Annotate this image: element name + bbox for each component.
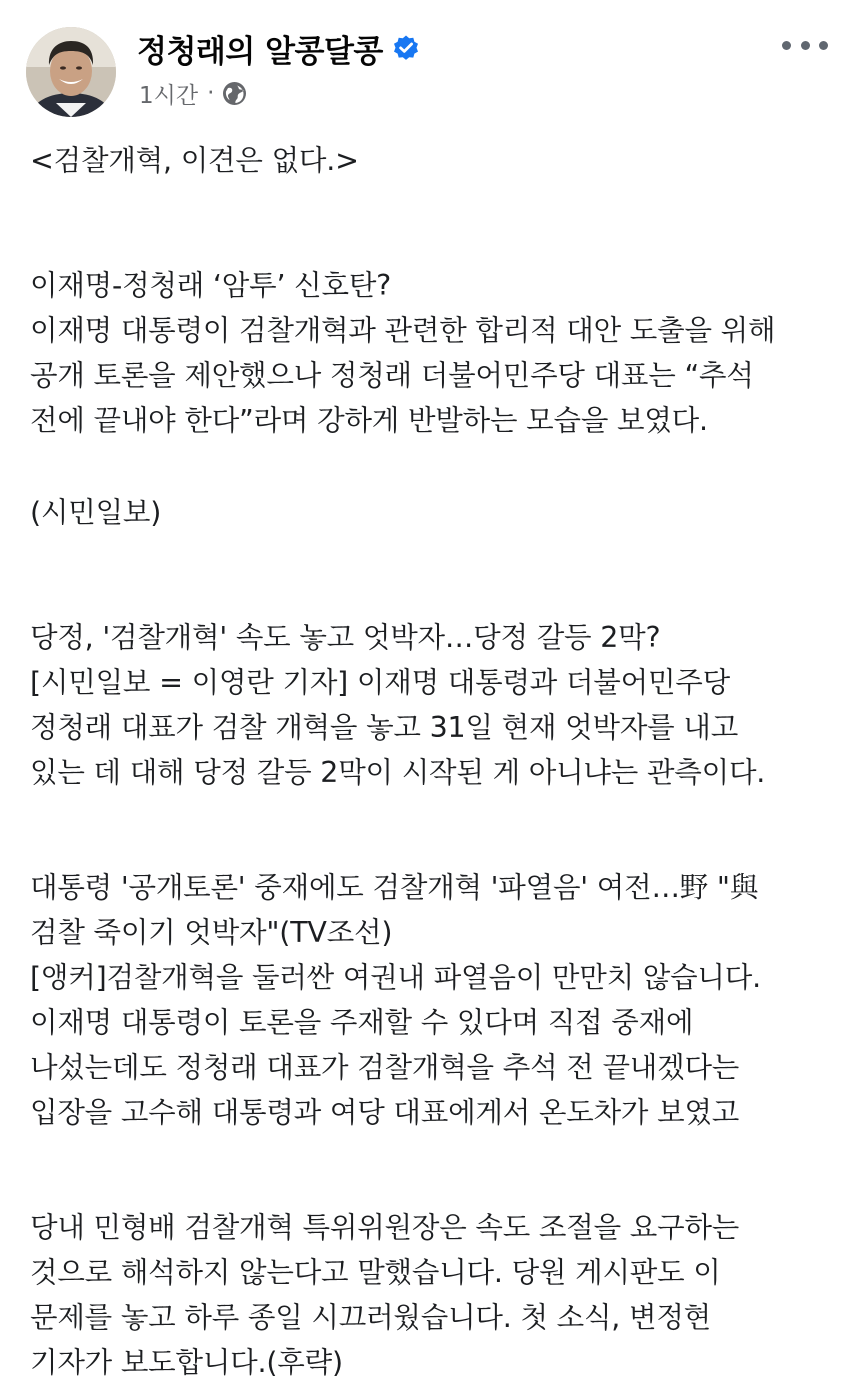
text-line: (시민일보) <box>30 496 162 529</box>
more-options-icon[interactable] <box>782 28 828 62</box>
post-meta <box>139 78 247 108</box>
post-header <box>0 0 850 128</box>
author-name[interactable]: 정청래의 알콩달콩 <box>137 33 383 70</box>
text-line: 대통령 '공개토론' 중재에도 검찰개혁 '파열음' 여전…野 "與 <box>30 871 759 904</box>
more-dot <box>782 41 791 50</box>
paragraph-gap <box>30 183 830 263</box>
author-row <box>137 26 420 70</box>
paragraph-gap <box>30 795 830 865</box>
text-line: [앵커]검찰개혁을 둘러싼 여권내 파열음이 만만치 않습니다. <box>30 961 761 994</box>
post-title-line: <검찰개혁, 이견은 없다.> <box>30 144 359 177</box>
post-body <box>30 138 830 1385</box>
paragraph-3 <box>30 865 830 1135</box>
meta-separator: · <box>207 80 215 106</box>
post-timestamp[interactable]: 1시간 <box>139 82 199 109</box>
text-line: 이재명 대통령이 검찰개혁과 관련한 합리적 대안 도출을 위해 <box>30 314 776 347</box>
paragraph-gap <box>30 535 830 615</box>
more-dot <box>801 41 810 50</box>
text-line: 공개 토론을 제안했으나 정청래 더불어민주당 대표는 “추석 <box>30 359 754 392</box>
line-gap <box>30 443 830 490</box>
text-line: 있는 데 대해 당정 갈등 2막이 시작된 게 아니냐는 관측이다. <box>30 756 766 789</box>
text-line: 이재명 대통령이 토론을 주재할 수 있다며 직접 중재에 <box>30 1006 694 1039</box>
avatar-image <box>26 27 116 117</box>
paragraph-1 <box>30 263 830 535</box>
text-line: 문제를 놓고 하루 종일 시끄러웠습니다. 첫 소식, 변정현 <box>30 1301 712 1334</box>
paragraph-2 <box>30 615 830 795</box>
text-line: 것으로 해석하지 않는다고 말했습니다. 당원 게시판도 이 <box>30 1256 721 1289</box>
verified-badge-icon <box>392 34 420 62</box>
text-line: 나섰는데도 정청래 대표가 검찰개혁을 추석 전 끝내겠다는 <box>30 1051 740 1084</box>
text-line: 이재명-정청래 ‘암투’ 신호탄? <box>30 269 392 302</box>
text-line: 당정, '검찰개혁' 속도 놓고 엇박자…당정 갈등 2막? <box>30 621 661 654</box>
author-avatar[interactable] <box>26 27 116 117</box>
text-line: 기자가 보도합니다.(후략) <box>30 1346 343 1379</box>
paragraph-gap <box>30 1135 830 1205</box>
paragraph-4 <box>30 1205 830 1385</box>
text-line: 입장을 고수해 대통령과 여당 대표에게서 온도차가 보였고 <box>30 1096 740 1129</box>
text-line: 검찰 죽이기 엇박자"(TV조선) <box>30 916 393 949</box>
text-line: 정청래 대표가 검찰 개혁을 놓고 31일 현재 엇박자를 내고 <box>30 711 739 744</box>
globe-icon[interactable] <box>222 81 247 106</box>
text-line: 당내 민형배 검찰개혁 특위위원장은 속도 조절을 요구하는 <box>30 1211 740 1244</box>
text-line: 전에 끝내야 한다”라며 강하게 반발하는 모습을 보였다. <box>30 404 708 437</box>
text-line: [시민일보 = 이영란 기자] 이재명 대통령과 더불어민주당 <box>30 666 730 699</box>
more-dot <box>819 41 828 50</box>
